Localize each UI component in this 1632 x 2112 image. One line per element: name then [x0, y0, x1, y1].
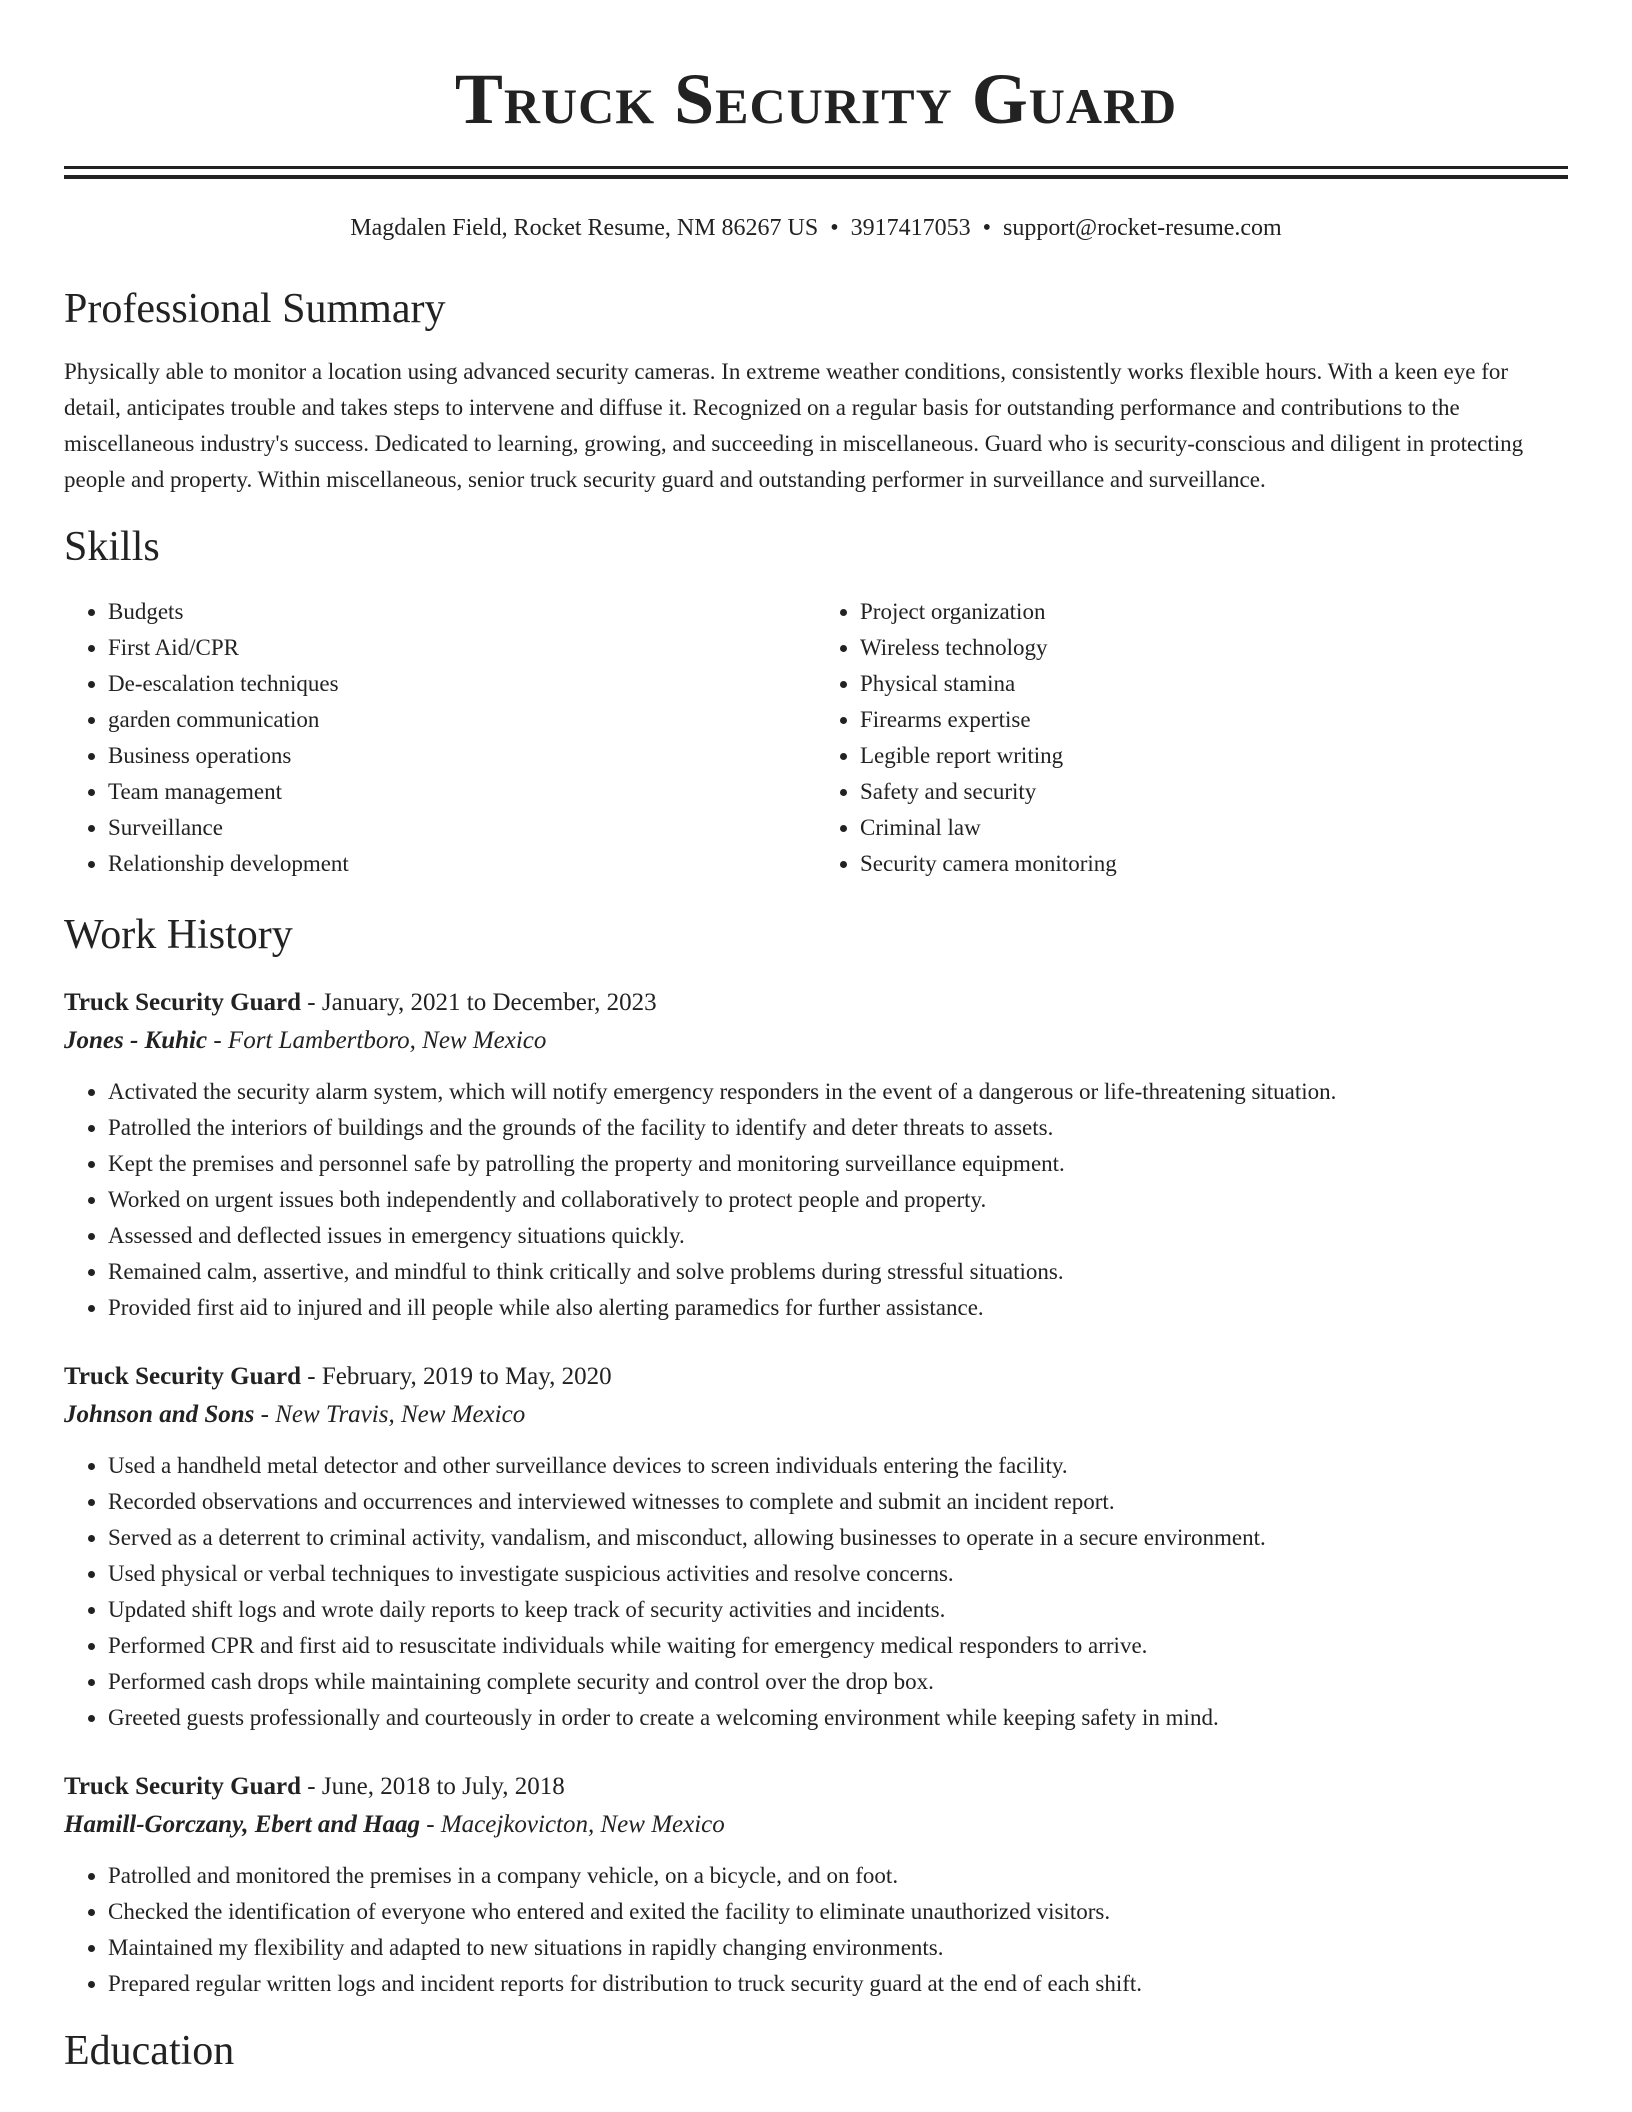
job-location: New Travis, New Mexico	[275, 1401, 526, 1428]
job-bullet: • Provided first aid to injured and ill people while also alerting paramedics for further assistance.	[108, 1290, 1568, 1326]
job-location: Fort Lambertboro, New Mexico	[227, 1027, 547, 1054]
contact-separator: •	[982, 215, 992, 241]
job-header: Truck Security Guard - January, 2021 to December, 2023	[64, 989, 657, 1016]
job-role: Truck Security Guard	[64, 1773, 302, 1800]
job-header: Truck Security Guard - February, 2019 to May, 2020	[64, 1363, 612, 1390]
skill-item: • Firearms expertise	[860, 702, 1568, 738]
skill-item: • Business operations	[108, 738, 816, 774]
job-bullets	[64, 1448, 1568, 1736]
job-bullet: • Activated the security alarm system, which will notify emergency responders in the event of a dangerous or life-threatening situation.	[108, 1074, 1568, 1110]
job-bullet: • Kept the premises and personnel safe by patrolling the property and monitoring surveillance equipment.	[108, 1146, 1568, 1182]
skill-item: • First Aid/CPR	[108, 630, 816, 666]
job-dates: June, 2018 to July, 2018	[321, 1773, 565, 1800]
job-company: Hamill-Gorczany, Ebert and Haag	[64, 1811, 421, 1838]
job-bullet: • Recorded observations and occurrences and interviewed witnesses to complete and submit an incident report.	[108, 1484, 1568, 1520]
job-bullet: • Assessed and deflected issues in emergency situations quickly.	[108, 1218, 1568, 1254]
skill-item: • Physical stamina	[860, 666, 1568, 702]
job-entry	[64, 1768, 1568, 2002]
job-bullets	[64, 1858, 1568, 2002]
skill-item: • Project organization	[860, 594, 1568, 630]
job-company-line: Johnson and Sons - New Travis, New Mexico	[64, 1401, 526, 1428]
job-bullet: • Performed CPR and first aid to resuscitate individuals while waiting for emergency medical responders to arrive.	[108, 1628, 1568, 1664]
job-company-line: Hamill-Gorczany, Ebert and Haag - Macejkovicton, New Mexico	[64, 1811, 725, 1838]
job-bullet: • Updated shift logs and wrote daily reports to keep track of security activities and incidents.	[108, 1592, 1568, 1628]
title-divider-bottom	[64, 175, 1568, 179]
skill-item: • Criminal law	[860, 810, 1568, 846]
job-dates: February, 2019 to May, 2020	[321, 1363, 612, 1390]
job-location: Macejkovicton, New Mexico	[440, 1811, 725, 1838]
contact-phone: 3917417053	[850, 215, 971, 241]
job-company: Johnson and Sons	[64, 1401, 255, 1428]
skills-column-left	[64, 594, 816, 882]
contact-address: Magdalen Field, Rocket Resume, NM 86267 US	[350, 215, 819, 241]
job-bullet: • Maintained my flexibility and adapted to new situations in rapidly changing environments.	[108, 1930, 1568, 1966]
job-bullet: • Patrolled and monitored the premises in a company vehicle, on a bicycle, and on foot.	[108, 1858, 1568, 1894]
job-bullet: • Checked the identification of everyone who entered and exited the facility to eliminate unauthorized visitors.	[108, 1894, 1568, 1930]
skill-item: • Security camera monitoring	[860, 846, 1568, 882]
skill-item: • Relationship development	[108, 846, 816, 882]
job-company-line: Jones - Kuhic - Fort Lambertboro, New Mexico	[64, 1027, 547, 1054]
summary-text: Physically able to monitor a location using advanced security cameras. In extreme weather conditions, consistently works flexible hours. With a keen eye for detail, anticipates trouble and takes steps to intervene and diffuse it. Recognized on a regular basis for outstanding performance and contributions to the miscellaneous industry's success. Dedicated to learning, growing, and succeeding in miscellaneous. Guard who is security-conscious and diligent in protecting people and property. Within miscellaneous, senior truck security guard and outstanding performer in surveillance and surveillance.	[64, 359, 1524, 492]
job-bullets	[64, 1074, 1568, 1326]
skill-item: • Budgets	[108, 594, 816, 630]
resume-title: Truck Security Guard	[454, 59, 1178, 139]
skills-column-right	[816, 594, 1568, 882]
title-divider-top	[64, 166, 1568, 169]
resume-page	[64, 0, 1568, 2076]
skill-item: • Legible report writing	[860, 738, 1568, 774]
skill-item: • Surveillance	[108, 810, 816, 846]
skill-item: • Wireless technology	[860, 630, 1568, 666]
contact-email: support@rocket-resume.com	[1003, 215, 1282, 241]
job-bullet: • Served as a deterrent to criminal activity, vandalism, and misconduct, allowing businesses to operate in a secure environment.	[108, 1520, 1568, 1556]
job-bullet: • Greeted guests professionally and courteously in order to create a welcoming environment while keeping safety in mind.	[108, 1700, 1568, 1736]
contact-line	[64, 213, 1568, 243]
contact-separator: •	[830, 215, 839, 241]
skill-item: • garden communication	[108, 702, 816, 738]
work-history-heading: Work History	[64, 912, 293, 958]
job-role: Truck Security Guard	[64, 1363, 302, 1390]
job-header: Truck Security Guard - June, 2018 to July, 2018	[64, 1773, 565, 1800]
job-company: Jones - Kuhic	[64, 1027, 208, 1054]
job-entry	[64, 1358, 1568, 1736]
job-entry	[64, 984, 1568, 1326]
job-bullet: • Remained calm, assertive, and mindful to think critically and solve problems during stressful situations.	[108, 1254, 1568, 1290]
job-bullet: • Used physical or verbal techniques to investigate suspicious activities and resolve concerns.	[108, 1556, 1568, 1592]
skill-item: • Safety and security	[860, 774, 1568, 810]
skills-list	[64, 594, 1568, 882]
job-bullet: • Prepared regular written logs and incident reports for distribution to truck security guard at the end of each shift.	[108, 1966, 1568, 2002]
skill-item: • Team management	[108, 774, 816, 810]
job-bullet: • Performed cash drops while maintaining complete security and control over the drop box.	[108, 1664, 1568, 1700]
summary-heading: Professional Summary	[64, 286, 446, 332]
job-bullet: • Used a handheld metal detector and other surveillance devices to screen individuals entering the facility.	[108, 1448, 1568, 1484]
skills-heading: Skills	[64, 524, 160, 570]
education-heading: Education	[64, 2028, 235, 2074]
job-bullet: • Worked on urgent issues both independently and collaboratively to protect people and property.	[108, 1182, 1568, 1218]
job-role: Truck Security Guard	[64, 989, 302, 1016]
skill-item: • De-escalation techniques	[108, 666, 816, 702]
job-bullet: • Patrolled the interiors of buildings and the grounds of the facility to identify and deter threats to assets.	[108, 1110, 1568, 1146]
job-dates: January, 2021 to December, 2023	[321, 989, 657, 1016]
